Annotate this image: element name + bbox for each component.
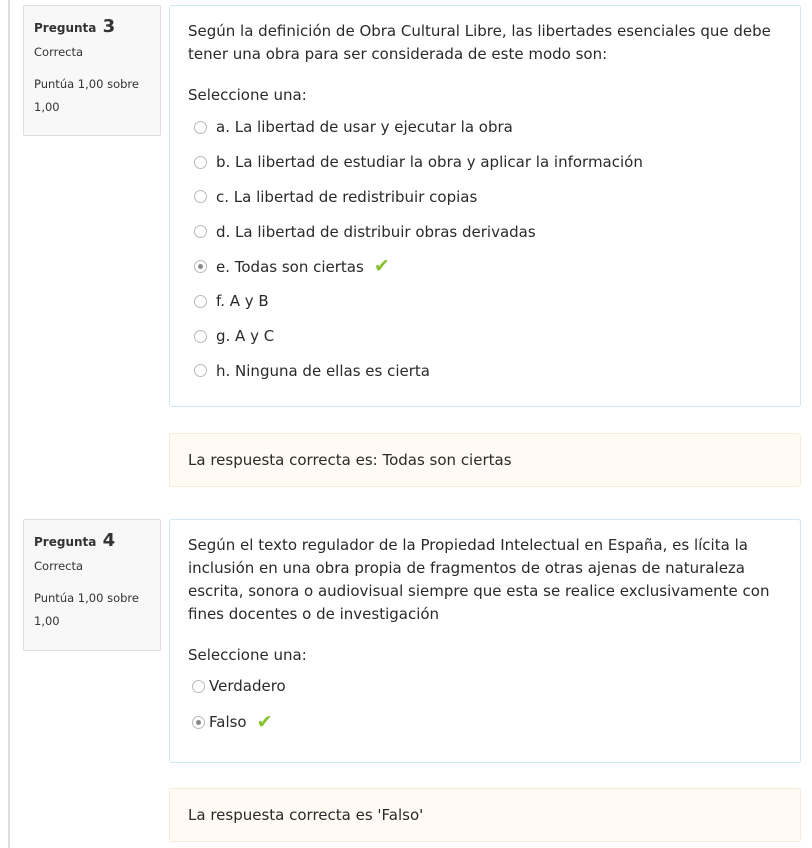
answer-option-f[interactable]	[188, 284, 782, 319]
answer-options	[188, 110, 782, 388]
option-label: d. La libertad de distribuir obras derivadas	[216, 222, 536, 241]
question-3-info	[23, 5, 161, 136]
answer-prompt: Seleccione una:	[188, 646, 307, 664]
question-title	[34, 530, 150, 551]
answer-option-e[interactable]	[188, 249, 782, 284]
answer-prompt: Seleccione una:	[188, 86, 307, 104]
answer-option-b[interactable]	[188, 145, 782, 180]
answer-option-c[interactable]	[188, 180, 782, 215]
radio-button[interactable]	[194, 364, 207, 377]
question-label: Pregunta	[34, 535, 97, 549]
question-grade: Puntúa 1,00 sobre 1,00	[34, 77, 139, 114]
radio-button[interactable]	[194, 156, 207, 169]
option-label: Verdadero	[209, 677, 286, 695]
question-label: Pregunta	[34, 21, 97, 35]
answer-options	[188, 668, 782, 740]
question-grade: Puntúa 1,00 sobre 1,00	[34, 591, 139, 628]
question-text: Según la definición de Obra Cultural Libre, las libertades esenciales que debe tener una obra para ser considerada de este modo son:	[188, 22, 771, 63]
question-state: Correcta	[34, 45, 84, 59]
option-label: f. A y B	[216, 292, 269, 311]
radio-button-selected[interactable]	[192, 716, 205, 729]
radio-button[interactable]	[194, 190, 207, 203]
radio-button[interactable]	[194, 295, 207, 308]
check-icon: ✔	[373, 255, 390, 278]
page-left-border	[8, 0, 10, 848]
radio-button[interactable]	[194, 121, 207, 134]
option-label: h. Ninguna de ellas es cierta	[216, 361, 430, 380]
question-state: Correcta	[34, 559, 84, 573]
question-title	[34, 16, 150, 37]
answer-option-false[interactable]	[188, 704, 782, 740]
question-3-formulation	[169, 5, 801, 407]
option-label: b. La libertad de estudiar la obra y aplicar la información	[216, 153, 643, 172]
question-4-info	[23, 519, 161, 651]
question-4-feedback: La respuesta correcta es 'Falso'	[169, 788, 801, 842]
radio-button[interactable]	[194, 225, 207, 238]
answer-option-true[interactable]	[188, 668, 782, 704]
option-label: g. A y C	[216, 327, 275, 346]
radio-button-selected[interactable]	[194, 260, 207, 273]
option-label: e. Todas son ciertas	[216, 257, 364, 276]
answer-option-a[interactable]	[188, 110, 782, 145]
answer-option-g[interactable]	[188, 319, 782, 354]
answer-option-d[interactable]	[188, 214, 782, 249]
question-number: 3	[102, 16, 116, 37]
option-label: a. La libertad de usar y ejecutar la obra	[216, 118, 513, 137]
answer-option-h[interactable]	[188, 354, 782, 389]
option-label: c. La libertad de redistribuir copias	[216, 187, 478, 206]
question-text: Según el texto regulador de la Propiedad Intelectual en España, es lícita la inclusión en una obra propia de fragmentos de otras ajenas de naturaleza escrita, sonora o audiovisual siempre que esta se realice exclusivamente con fines docentes o de investigación	[188, 536, 770, 623]
radio-button[interactable]	[192, 680, 205, 693]
option-label: Falso	[209, 713, 247, 731]
question-3-feedback: La respuesta correcta es: Todas son ciertas	[169, 433, 801, 487]
question-number: 4	[102, 530, 116, 551]
check-icon: ✔	[256, 710, 273, 733]
question-4-formulation	[169, 519, 801, 763]
radio-button[interactable]	[194, 330, 207, 343]
